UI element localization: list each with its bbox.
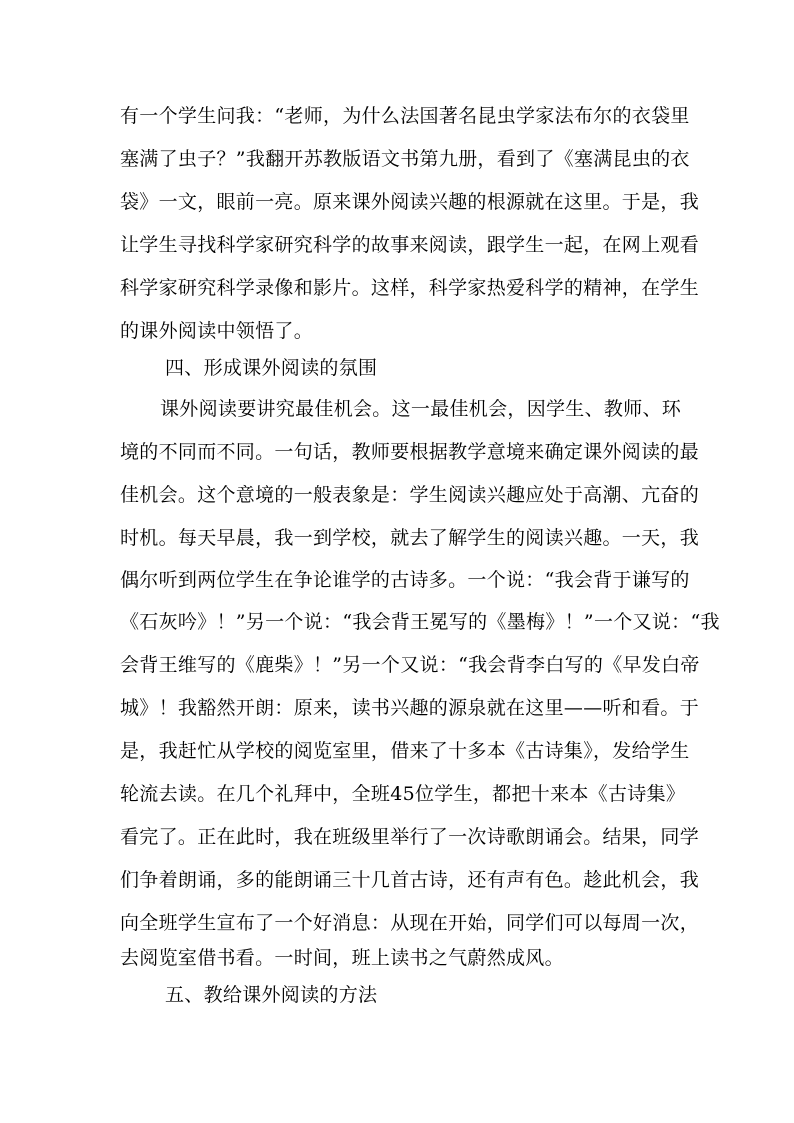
- paragraph-line: 让学生寻找科学家研究科学的故事来阅读，跟学生一起，在网上观看: [120, 234, 700, 256]
- paragraph-line: 轮流去读。在几个礼拜中，全班45位学生，都把十来本《古诗集》: [120, 783, 686, 805]
- paragraph-line: 佳机会。这个意境的一般表象是：学生阅读兴趣应处于高潮、亢奋的: [120, 484, 700, 506]
- section-heading: 四、形成课外阅读的氛围: [165, 357, 378, 379]
- paragraph-line: 看完了。正在此时，我在班级里举行了一次诗歌朗诵会。结果，同学: [120, 826, 700, 848]
- paragraph-line: 的课外阅读中领悟了。: [120, 320, 314, 342]
- paragraph-line: 《石灰吟》！”另一个说：“我会背王冕写的《墨梅》！”一个又说：“我: [120, 611, 720, 633]
- paragraph-line: 境的不同而不同。一句话，教师要根据教学意境来确定课外阅读的最: [120, 441, 700, 463]
- paragraph-line: 们争着朗诵，多的能朗诵三十几首古诗，还有声有色。趁此机会，我: [120, 869, 700, 891]
- paragraph-line: 课外阅读要讲究最佳机会。这一最佳机会，因学生、教师、环: [160, 398, 682, 420]
- paragraph-line: 时机。每天早晨，我一到学校，就去了解学生的阅读兴趣。一天，我: [120, 527, 700, 549]
- paragraph-line: 会背王维写的《鹿柴》！”另一个又说：“我会背李白写的《早发白帝: [120, 654, 700, 676]
- paragraph-line: 向全班学生宣布了一个好消息：从现在开始，同学们可以每周一次，: [120, 912, 700, 934]
- paragraph-line: 城》！我豁然开朗：原来，读书兴趣的源泉就在这里——听和看。于: [120, 697, 700, 719]
- paragraph-line: 是，我赶忙从学校的阅览室里，借来了十多本《古诗集》，发给学生: [120, 740, 690, 762]
- paragraph-line: 塞满了虫子？”我翻开苏教版语文书第九册，看到了《塞满昆虫的衣: [120, 148, 690, 170]
- section-heading: 五、教给课外阅读的方法: [165, 984, 378, 1006]
- paragraph-line: 科学家研究科学录像和影片。这样，科学家热爱科学的精神，在学生: [120, 277, 700, 299]
- paragraph-line: 去阅览室借书看。一时间，班上读书之气蔚然成风。: [120, 947, 564, 969]
- paragraph-line: 有一个学生问我：“老师，为什么法国著名昆虫学家法布尔的衣袋里: [120, 105, 690, 127]
- paragraph-line: 袋》一文，眼前一亮。原来课外阅读兴趣的根源就在这里。于是，我: [120, 191, 700, 213]
- paragraph-line: 偶尔听到两位学生在争论谁学的古诗多。一个说：“我会背于谦写的: [120, 569, 690, 591]
